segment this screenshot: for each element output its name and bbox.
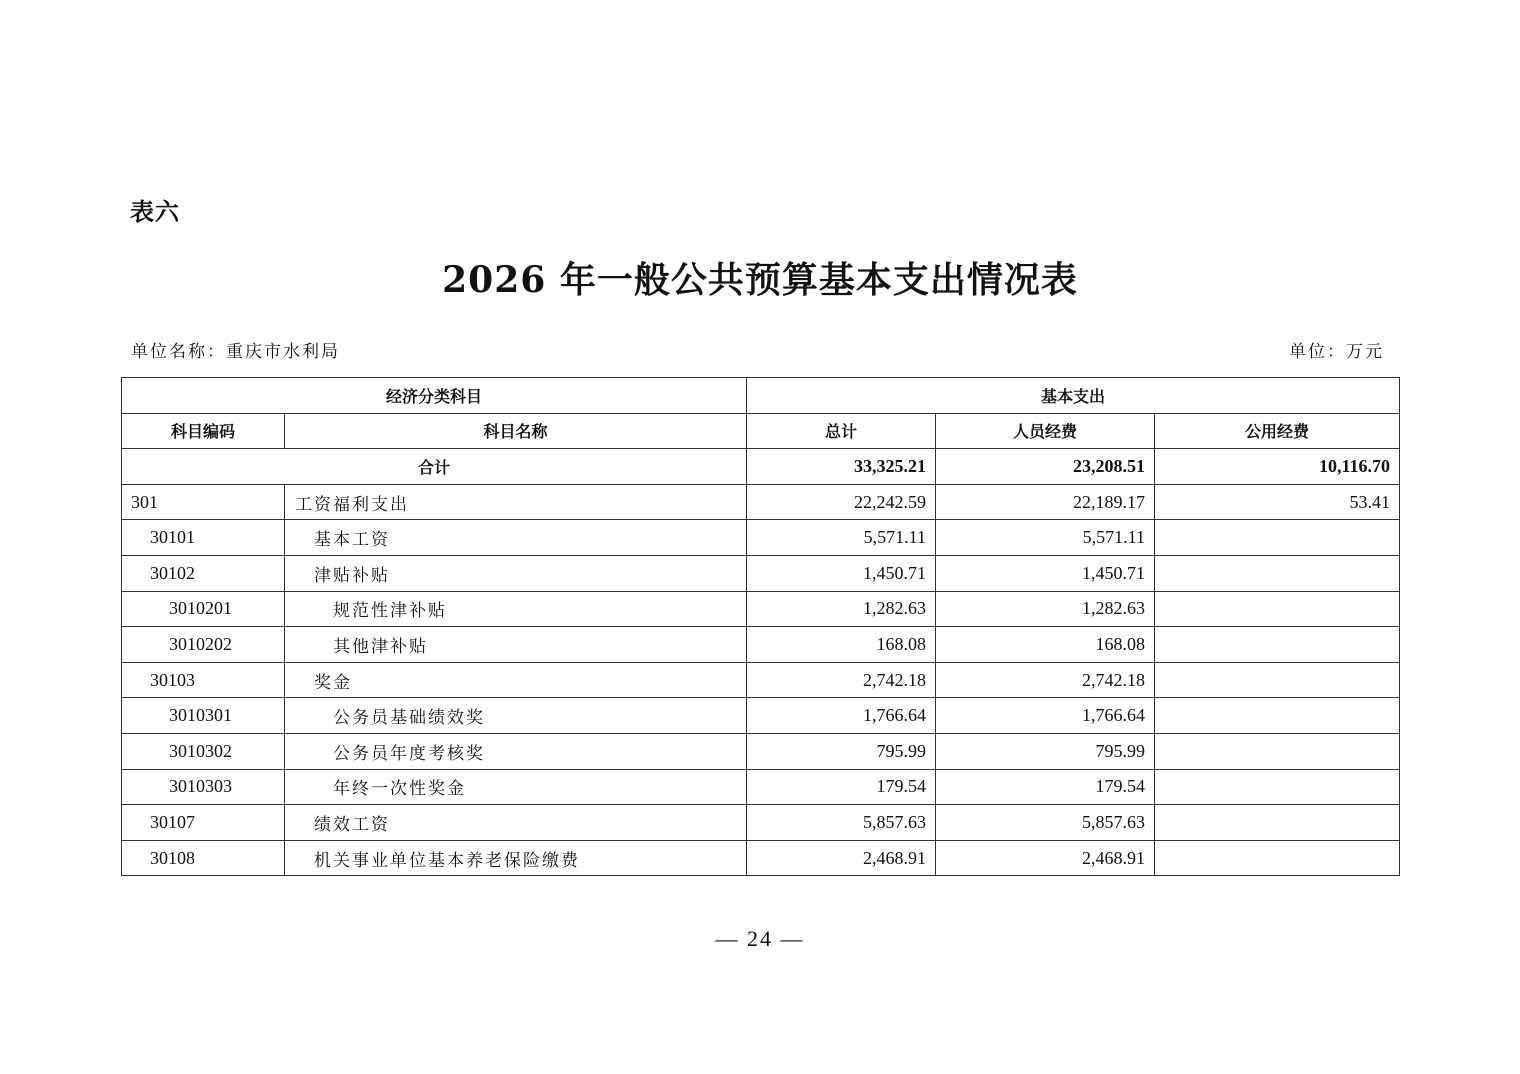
table-row bbox=[122, 662, 1400, 698]
header-economic-category: 经济分类科目 bbox=[122, 378, 747, 414]
table-row bbox=[122, 805, 1400, 841]
row-public bbox=[1155, 698, 1400, 734]
row-name: 津贴补贴 bbox=[285, 555, 747, 591]
page-title: 2026 年一般公共预算基本支出情况表 bbox=[442, 259, 1078, 301]
total-row bbox=[122, 449, 1400, 485]
row-personnel: 5,571.11 bbox=[936, 520, 1155, 556]
total-total: 33,325.21 bbox=[747, 449, 936, 485]
table-row bbox=[122, 733, 1400, 769]
row-code: 301 bbox=[122, 484, 285, 520]
row-public bbox=[1155, 769, 1400, 805]
header-code: 科目编码 bbox=[122, 413, 285, 449]
table-row bbox=[122, 698, 1400, 734]
header-total: 总计 bbox=[747, 413, 936, 449]
row-code: 30107 bbox=[122, 805, 285, 841]
row-name: 其他津补贴 bbox=[285, 627, 747, 663]
row-personnel: 1,450.71 bbox=[936, 555, 1155, 591]
row-public: 53.41 bbox=[1155, 484, 1400, 520]
row-total: 168.08 bbox=[747, 627, 936, 663]
row-total: 795.99 bbox=[747, 733, 936, 769]
row-code: 3010202 bbox=[122, 627, 285, 663]
header-personnel: 人员经费 bbox=[936, 413, 1155, 449]
row-personnel: 22,189.17 bbox=[936, 484, 1155, 520]
row-code: 30108 bbox=[122, 840, 285, 876]
row-name: 基本工资 bbox=[285, 520, 747, 556]
row-personnel: 179.54 bbox=[936, 769, 1155, 805]
total-personnel: 23,208.51 bbox=[936, 449, 1155, 485]
row-name: 规范性津补贴 bbox=[285, 591, 747, 627]
row-public bbox=[1155, 840, 1400, 876]
row-total: 1,450.71 bbox=[747, 555, 936, 591]
row-public bbox=[1155, 520, 1400, 556]
row-name: 公务员基础绩效奖 bbox=[285, 698, 747, 734]
row-personnel: 2,468.91 bbox=[936, 840, 1155, 876]
row-public bbox=[1155, 591, 1400, 627]
table-row bbox=[122, 840, 1400, 876]
row-total: 2,468.91 bbox=[747, 840, 936, 876]
row-personnel: 795.99 bbox=[936, 733, 1155, 769]
row-total: 1,766.64 bbox=[747, 698, 936, 734]
unit-name: 单位名称：重庆市水利局 bbox=[131, 342, 340, 362]
currency-unit: 单位：万元 bbox=[1289, 342, 1384, 362]
row-total: 5,857.63 bbox=[747, 805, 936, 841]
budget-table bbox=[121, 377, 1400, 876]
table-row bbox=[122, 769, 1400, 805]
row-name: 奖金 bbox=[285, 662, 747, 698]
header-name: 科目名称 bbox=[285, 413, 747, 449]
row-public bbox=[1155, 805, 1400, 841]
row-name: 年终一次性奖金 bbox=[285, 769, 747, 805]
total-label: 合计 bbox=[122, 449, 747, 485]
row-code: 3010201 bbox=[122, 591, 285, 627]
row-personnel: 1,282.63 bbox=[936, 591, 1155, 627]
row-total: 22,242.59 bbox=[747, 484, 936, 520]
row-code: 30101 bbox=[122, 520, 285, 556]
row-personnel: 1,766.64 bbox=[936, 698, 1155, 734]
table-row bbox=[122, 555, 1400, 591]
row-name: 工资福利支出 bbox=[285, 484, 747, 520]
row-total: 179.54 bbox=[747, 769, 936, 805]
table-row bbox=[122, 627, 1400, 663]
row-code: 3010301 bbox=[122, 698, 285, 734]
row-public bbox=[1155, 555, 1400, 591]
row-personnel: 168.08 bbox=[936, 627, 1155, 663]
table-row bbox=[122, 520, 1400, 556]
header-row-group bbox=[122, 378, 1400, 414]
table-label: 表六 bbox=[130, 198, 180, 226]
row-public bbox=[1155, 733, 1400, 769]
row-total: 1,282.63 bbox=[747, 591, 936, 627]
row-total: 2,742.18 bbox=[747, 662, 936, 698]
table-row bbox=[122, 591, 1400, 627]
row-name: 机关事业单位基本养老保险缴费 bbox=[285, 840, 747, 876]
header-row-columns bbox=[122, 413, 1400, 449]
row-public bbox=[1155, 662, 1400, 698]
row-personnel: 5,857.63 bbox=[936, 805, 1155, 841]
header-public: 公用经费 bbox=[1155, 413, 1400, 449]
row-personnel: 2,742.18 bbox=[936, 662, 1155, 698]
total-public: 10,116.70 bbox=[1155, 449, 1400, 485]
row-public bbox=[1155, 627, 1400, 663]
table-row bbox=[122, 484, 1400, 520]
row-code: 30103 bbox=[122, 662, 285, 698]
row-code: 3010302 bbox=[122, 733, 285, 769]
header-basic-expenditure: 基本支出 bbox=[747, 378, 1400, 414]
row-code: 3010303 bbox=[122, 769, 285, 805]
row-name: 公务员年度考核奖 bbox=[285, 733, 747, 769]
row-name: 绩效工资 bbox=[285, 805, 747, 841]
row-total: 5,571.11 bbox=[747, 520, 936, 556]
row-code: 30102 bbox=[122, 555, 285, 591]
page-number: — 24 — bbox=[715, 926, 805, 951]
